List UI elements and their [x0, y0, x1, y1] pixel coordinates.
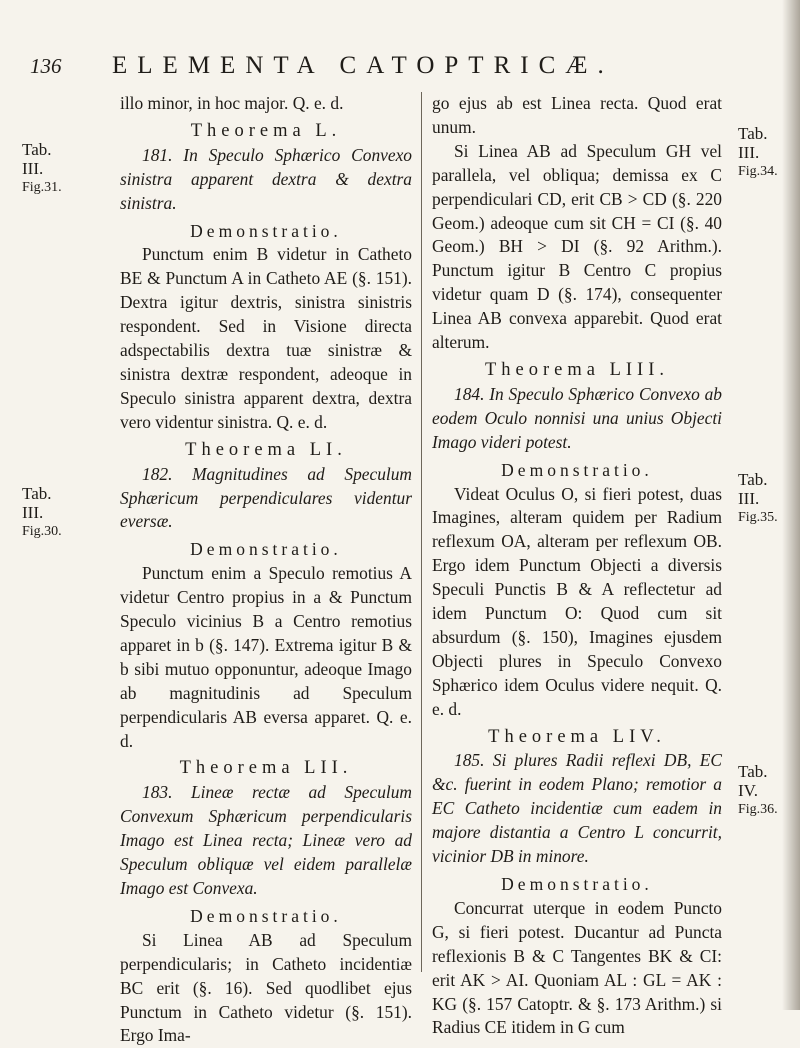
margin-figure: Fig.34. — [738, 164, 778, 179]
paragraph: Punctum enim a Speculo remotius A videtur Centro propius in a & Punctum Speculo vicinius B a Centro remotius apparet in b (§. 147). Extrema igitur B & b sibi mutuo opponuntur, adeoque Imago ab magnitudinis ad Speculum perpendicularis AB eversa apparet. Q. e. d. — [120, 563, 412, 751]
paragraph: Si Linea AB ad Speculum GH vel parallela, vel obliqua; demissa ex C perpendiculari CD, erit CB > CD (§. 220 Geom.) adeoque cum sit CH = CI (§. 40 Geom.) BH > DI (§. 92 Arithm.). Punctum igitur B Centro C propius videtur quam D (§. 174), consequenter Linea AB convexa apparebit. Quod erat alterum. — [432, 140, 722, 353]
margin-tab: Tab. — [22, 140, 52, 159]
margin-tab: Tab. — [22, 484, 52, 503]
theorem-heading: Theorema LI. — [185, 439, 347, 460]
theorem-heading: Theorema LIV. — [488, 726, 666, 747]
proposition: 181. In Speculo Sphærico Convexo sinistra apparent dextra & dextra sinistra. — [120, 144, 412, 213]
demonstration-heading: Demonstratio. — [190, 220, 342, 241]
margin-tab: Tab. — [738, 470, 768, 489]
margin-plate: III. — [22, 159, 44, 178]
margin-note-fig34 — [738, 124, 778, 181]
margin-plate: III. — [738, 143, 760, 162]
proposition: 185. Si plures Radii reflexi DB, EC &c. fuerint in eodem Plano; remotior a EC Catheto incidentiæ cum eadem in majore distantia a Centro L concurrit, vicinior DB in minore. — [432, 750, 722, 867]
margin-plate: IV. — [738, 781, 758, 800]
proposition: 183. Lineæ rectæ ad Speculum Convexum Sphæricum perpendicularis Imago est Linea recta; Lineæ vero ad Speculum obliquæ vel eidem parallelæ Imago est Convexa. — [120, 782, 412, 898]
margin-figure: Fig.35. — [738, 510, 778, 525]
paragraph: illo minor, in hoc major. Q. e. d. — [120, 93, 344, 113]
margin-note-fig35 — [738, 470, 778, 527]
proposition: 182. Magnitudines ad Speculum Sphæricum perpendiculares videntur eversæ. — [120, 463, 412, 532]
margin-figure: Fig.36. — [738, 802, 778, 817]
page-number: 136 — [30, 54, 62, 78]
margin-tab: Tab. — [738, 124, 768, 143]
paragraph: Concurrat uterque in eodem Puncto G, si fieri potest. Ducantur ad Puncta reflexionis B & C Tangentes BK & CI: erit AK > AI. Quoniam AL : GL = AK : KG (§. 157 Catoptr. & §. 173 Arithm.) si Radius CE itidem in G cum — [432, 897, 722, 1038]
demonstration-heading: Demonstratio. — [190, 905, 342, 926]
running-title: ELEMENTA CATOPTRICÆ. — [112, 52, 614, 79]
left-column — [120, 92, 412, 1048]
margin-note-fig30 — [22, 484, 62, 541]
column-divider — [421, 92, 422, 972]
paragraph: Punctum enim B videtur in Catheto BE & Punctum A in Catheto AE (§. 151). Dextra igitur dextris, sinistra sinistris respondent. Sed in Visione directa adspectabilis dextra tuæ sinistræ & sinistra dextræ respondent, adeoque in Speculo sinistra apparent dextra, dextra vero videntur sinistra. Q. e. d. — [120, 244, 412, 432]
margin-plate: III. — [738, 489, 760, 508]
paragraph: Si Linea AB ad Speculum perpendicularis; in Catheto incidentiæ BC erit (§. 16). Sed quodlibet ejus Punctum in Catheto videtur (§. 151). Ergo Ima- — [120, 929, 412, 1046]
running-header — [0, 54, 800, 84]
page-edge-shadow — [782, 0, 800, 1010]
theorem-heading: Theorema LII. — [179, 758, 353, 779]
margin-figure: Fig.31. — [22, 180, 62, 195]
proposition: 184. In Speculo Sphærico Convexo ab eodem Oculo nonnisi una unius Objecti Imago videri potest. — [432, 383, 722, 452]
margin-tab: Tab. — [738, 762, 768, 781]
demonstration-heading: Demonstratio. — [190, 539, 342, 560]
paragraph: Videat Oculus O, si fieri potest, duas Imagines, alteram quidem per Radium reflexum OA, alteram per reflexum OB. Ergo idem Punctum Objecti a diversis Speculi Punctis B & A reflectetur ad idem Punctum O: Quod cum sit absurdum (§. 150), Imagines ejusdem Objecti plures in Speculo Convexo Sphærico idem Oculus videre nequit. Q. e. d. — [432, 483, 722, 719]
right-column — [432, 92, 722, 1040]
demonstration-heading: Demonstratio. — [501, 874, 653, 894]
margin-note-fig36 — [738, 762, 778, 819]
demonstration-heading: Demonstratio. — [501, 459, 653, 480]
paragraph: go ejus ab est Linea recta. Quod erat unum. — [432, 93, 722, 137]
margin-plate: III. — [22, 503, 44, 522]
theorem-heading: Theorema LIII. — [484, 359, 670, 380]
theorem-heading: Theorema L. — [190, 120, 342, 141]
margin-note-fig31 — [22, 140, 62, 197]
margin-figure: Fig.30. — [22, 524, 62, 539]
